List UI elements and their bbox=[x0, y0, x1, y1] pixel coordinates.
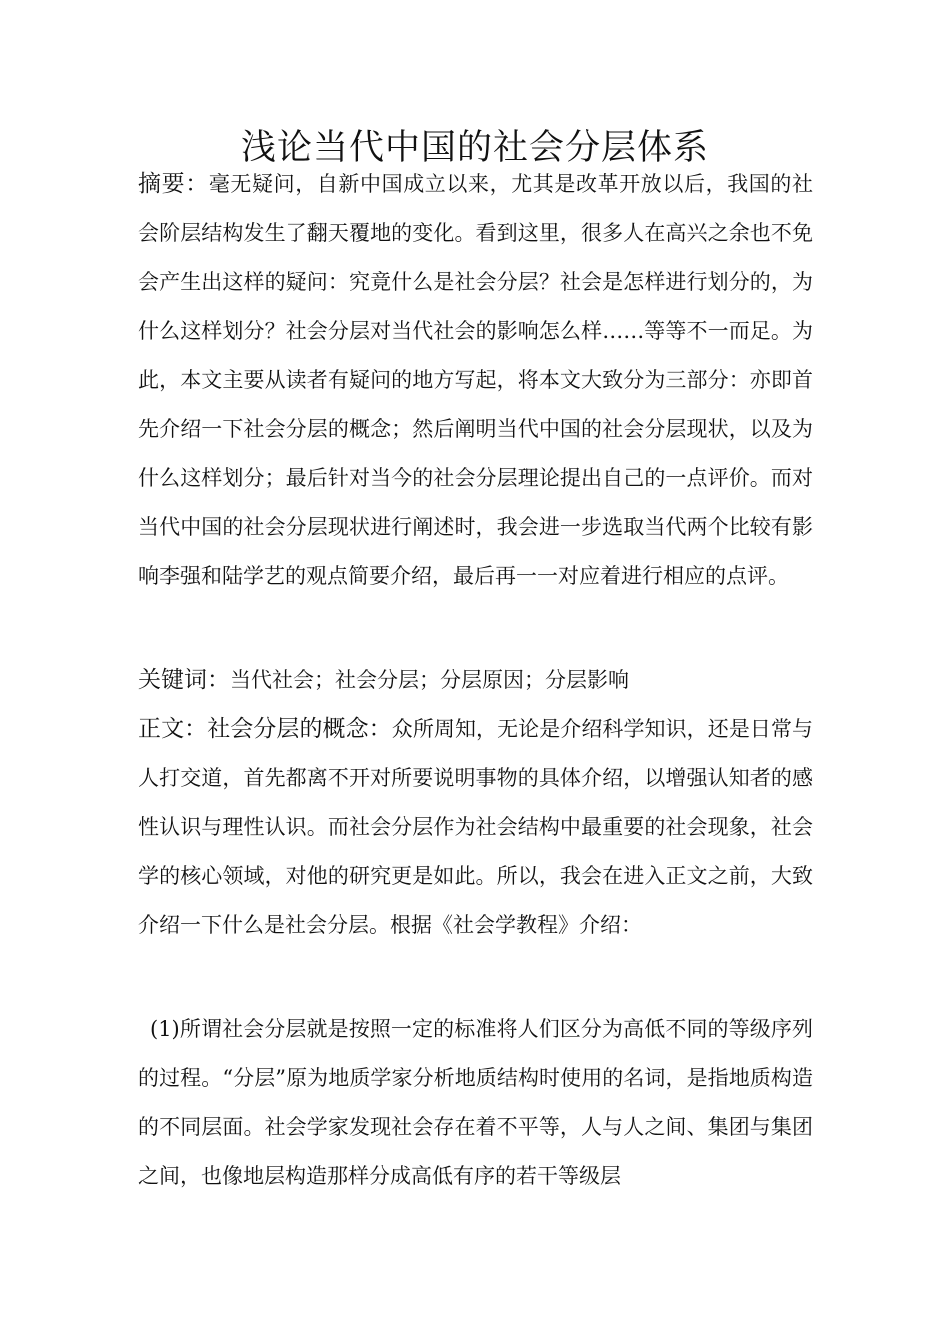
body-label: 正文： bbox=[138, 716, 208, 742]
keywords-label: 关键词： bbox=[138, 667, 230, 693]
abstract-text: 毫无疑问，自新中国成立以来，尤其是改革开放以后，我国的社会阶层结构发生了翻天覆地的变化。看到这里，很多人在高兴之余也不免会产生出这样的疑问：究竟什么是社会分层？社会是怎样进行划分的，为什么这样划分？社会分层对当代社会的影响怎么样……等等不一而足。为此，本文主要从读者有疑问的地方写起，将本文大致分为三部分：亦即首先介绍一下社会分层的概念；然后阐明当代中国的社会分层现状，以及为什么这样划分；最后针对当今的社会分层理论提出自己的一点评价。而对当代中国的社会分层现状进行阐述时，我会进一步选取当代两个比较有影响李强和陆学艺的观点简要介绍，最后再一一对应着进行相应的点评。 bbox=[138, 172, 814, 588]
body-text: 众所周知，无论是介绍科学知识，还是日常与人打交道，首先都离不开对所要说明事物的具体介绍，以增强认知者的感性认识与理性认识。而社会分层作为社会结构中最重要的社会现象，社会学的核心领域，对他的研究更是如此。所以，我会在进入正文之前，大致介绍一下什么是社会分层。根据《社会学教程》介绍： bbox=[138, 717, 814, 937]
body-paragraph bbox=[138, 705, 813, 950]
keywords-paragraph bbox=[138, 656, 813, 705]
keywords-text: 当代社会；社会分层；分层原因；分层影响 bbox=[230, 668, 629, 692]
quote-paragraph bbox=[138, 1005, 813, 1201]
quote-text: (1)所谓社会分层就是按照一定的标准将人们区分为高低不同的等级序列的过程。“分层”原为地质学家分析地质结构时使用的名词，是指地质构造的不同层面。社会学家发现社会存在着不平等，人与人之间、集团与集团之间，也像地层构造那样分成高低有序的若干等级层 bbox=[138, 1017, 813, 1188]
document-title: 浅论当代中国的社会分层体系 bbox=[240, 128, 709, 169]
abstract-label: 摘要： bbox=[138, 171, 209, 197]
section-heading: 社会分层的概念： bbox=[207, 716, 392, 742]
abstract-paragraph bbox=[138, 160, 813, 601]
